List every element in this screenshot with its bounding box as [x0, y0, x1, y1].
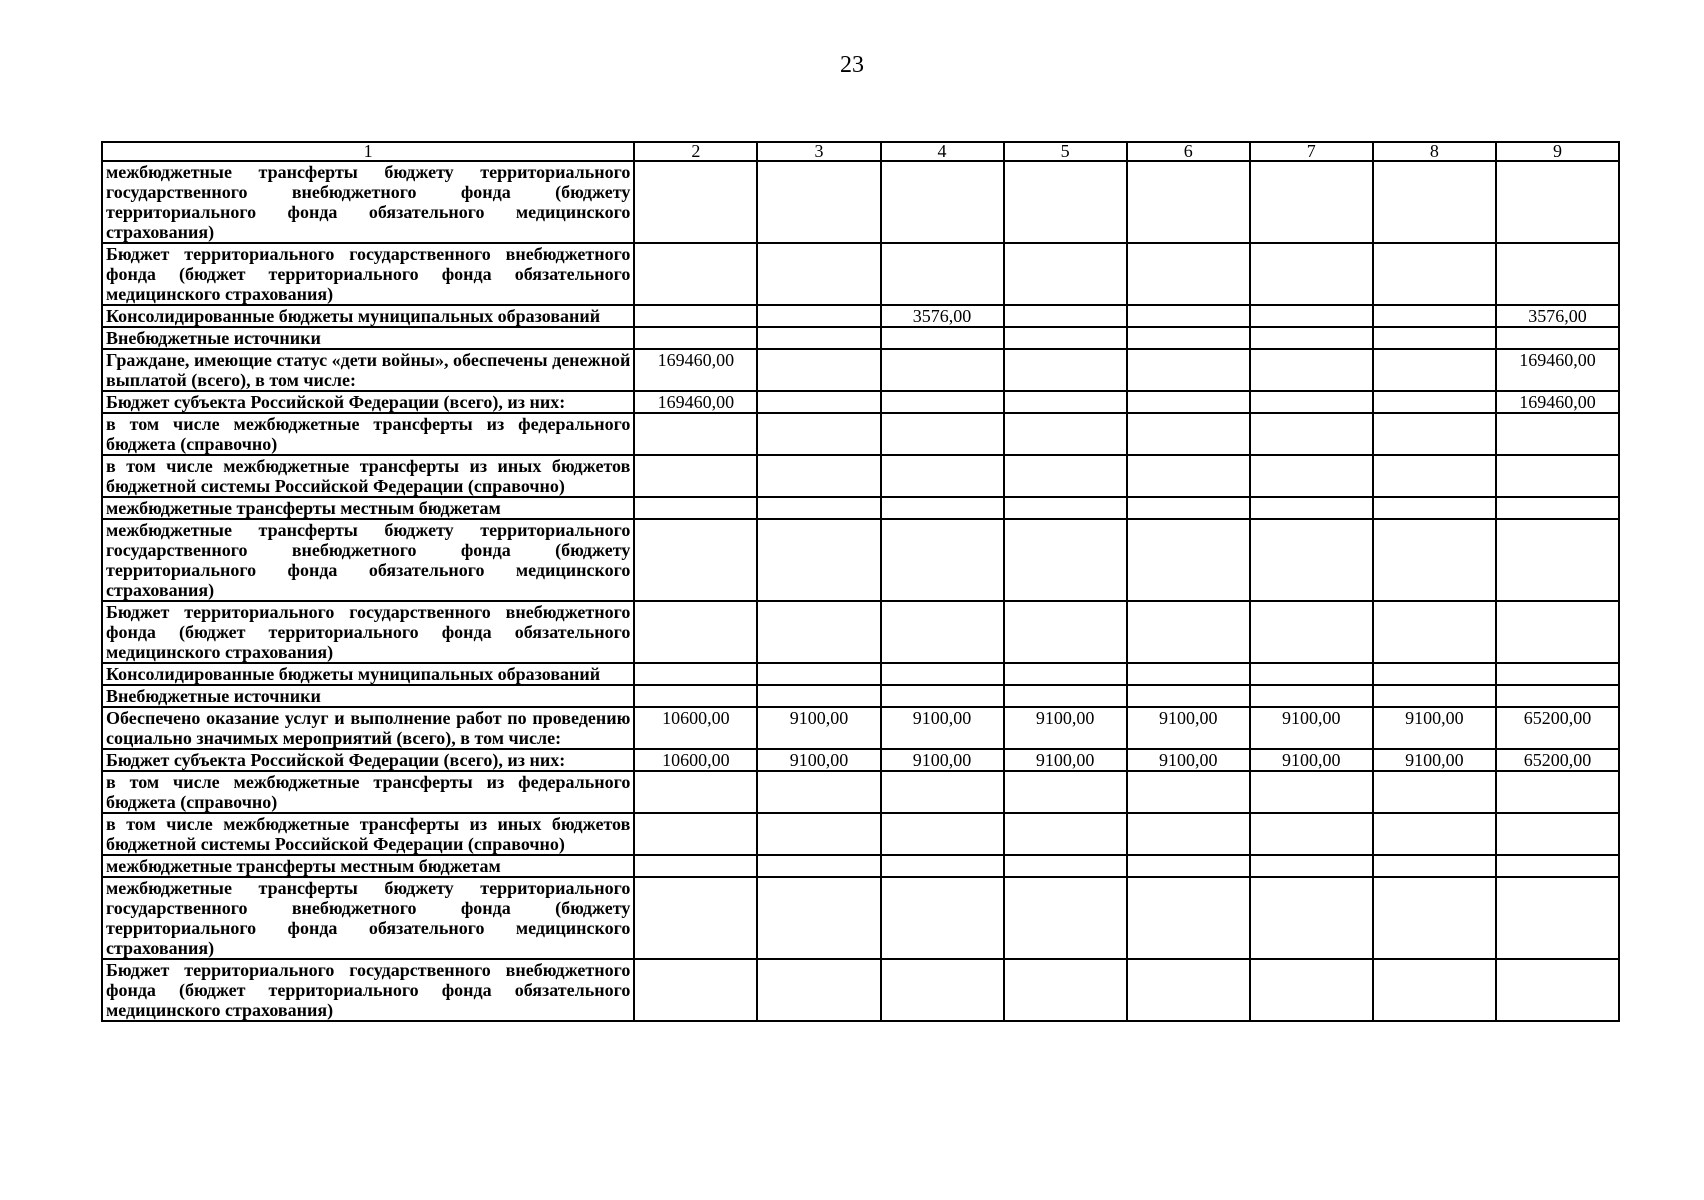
table-row	[102, 663, 1619, 685]
value-cell: 9100,00	[757, 749, 880, 771]
value-cell	[1496, 161, 1619, 243]
row-label: в том числе межбюджетные трансферты из иных бюджетов бюджетной системы Российской Федерации (справочно)	[102, 455, 634, 497]
value-cell: 9100,00	[881, 749, 1004, 771]
value-cell	[1127, 771, 1250, 813]
table-row	[102, 601, 1619, 663]
value-cell	[881, 601, 1004, 663]
value-cell	[757, 519, 880, 601]
value-cell	[634, 161, 757, 243]
value-cell	[634, 813, 757, 855]
value-cell	[1127, 497, 1250, 519]
value-cell	[1496, 497, 1619, 519]
value-cell	[881, 813, 1004, 855]
header-cell: 8	[1373, 142, 1496, 161]
value-cell	[881, 685, 1004, 707]
value-cell	[1127, 391, 1250, 413]
value-cell	[1250, 877, 1373, 959]
table-row	[102, 455, 1619, 497]
value-cell	[757, 243, 880, 305]
table-row	[102, 813, 1619, 855]
budget-table	[101, 141, 1620, 1022]
value-cell	[1373, 601, 1496, 663]
value-cell	[634, 243, 757, 305]
value-cell: 9100,00	[1250, 707, 1373, 749]
value-cell	[1496, 771, 1619, 813]
value-cell	[757, 327, 880, 349]
value-cell	[881, 771, 1004, 813]
value-cell: 10600,00	[634, 749, 757, 771]
value-cell: 169460,00	[1496, 391, 1619, 413]
row-label: Граждане, имеющие статус «дети войны», обеспечены денежной выплатой (всего), в том числе:	[102, 349, 634, 391]
value-cell	[1496, 455, 1619, 497]
value-cell	[1127, 455, 1250, 497]
value-cell	[1373, 855, 1496, 877]
table-row	[102, 707, 1619, 749]
table-row	[102, 497, 1619, 519]
value-cell	[1373, 685, 1496, 707]
value-cell	[634, 413, 757, 455]
value-cell	[757, 813, 880, 855]
value-cell	[1127, 877, 1250, 959]
value-cell	[634, 877, 757, 959]
value-cell	[757, 305, 880, 327]
value-cell	[1373, 305, 1496, 327]
value-cell	[634, 663, 757, 685]
table-row	[102, 749, 1619, 771]
value-cell	[1250, 161, 1373, 243]
value-cell	[881, 497, 1004, 519]
value-cell	[757, 685, 880, 707]
value-cell	[1004, 455, 1127, 497]
header-cell: 4	[881, 142, 1004, 161]
header-cell: 7	[1250, 142, 1373, 161]
value-cell	[1250, 391, 1373, 413]
value-cell	[881, 243, 1004, 305]
value-cell	[1250, 959, 1373, 1021]
value-cell	[1250, 771, 1373, 813]
value-cell	[881, 663, 1004, 685]
value-cell	[1250, 663, 1373, 685]
value-cell	[634, 959, 757, 1021]
value-cell	[1004, 771, 1127, 813]
row-label: Бюджет субъекта Российской Федерации (всего), из них:	[102, 749, 634, 771]
header-cell: 6	[1127, 142, 1250, 161]
value-cell	[757, 601, 880, 663]
value-cell	[881, 413, 1004, 455]
value-cell	[1004, 601, 1127, 663]
value-cell	[1373, 497, 1496, 519]
value-cell	[881, 519, 1004, 601]
value-cell	[1373, 391, 1496, 413]
value-cell	[1127, 601, 1250, 663]
row-label: межбюджетные трансферты бюджету территориального государственного внебюджетного фонда (бюджету территориального фонда обязательного медицинского страхования)	[102, 519, 634, 601]
value-cell	[1373, 327, 1496, 349]
value-cell	[1004, 327, 1127, 349]
value-cell	[634, 305, 757, 327]
value-cell	[1373, 519, 1496, 601]
value-cell	[1004, 391, 1127, 413]
table-row	[102, 519, 1619, 601]
table-row	[102, 877, 1619, 959]
value-cell	[881, 855, 1004, 877]
value-cell	[1496, 877, 1619, 959]
value-cell	[1127, 243, 1250, 305]
row-label: межбюджетные трансферты бюджету территориального государственного внебюджетного фонда (бюджету территориального фонда обязательного медицинского страхования)	[102, 877, 634, 959]
table-row	[102, 161, 1619, 243]
value-cell: 9100,00	[1127, 707, 1250, 749]
value-cell	[634, 855, 757, 877]
value-cell	[1127, 813, 1250, 855]
value-cell	[1250, 519, 1373, 601]
value-cell	[1127, 685, 1250, 707]
value-cell	[1004, 349, 1127, 391]
table-row	[102, 305, 1619, 327]
table-row	[102, 771, 1619, 813]
value-cell: 3576,00	[881, 305, 1004, 327]
value-cell	[1373, 771, 1496, 813]
table-row	[102, 349, 1619, 391]
header-cell: 9	[1496, 142, 1619, 161]
header-cell: 2	[634, 142, 757, 161]
row-label: Внебюджетные источники	[102, 327, 634, 349]
value-cell	[757, 497, 880, 519]
value-cell	[757, 391, 880, 413]
value-cell: 9100,00	[1127, 749, 1250, 771]
value-cell	[1496, 663, 1619, 685]
value-cell	[1250, 497, 1373, 519]
row-label: Обеспечено оказание услуг и выполнение работ по проведению социально значимых мероприятий (всего), в том числе:	[102, 707, 634, 749]
row-label: Бюджет субъекта Российской Федерации (всего), из них:	[102, 391, 634, 413]
value-cell	[757, 855, 880, 877]
value-cell	[881, 959, 1004, 1021]
value-cell	[1373, 455, 1496, 497]
value-cell	[1004, 813, 1127, 855]
value-cell	[634, 601, 757, 663]
value-cell	[634, 497, 757, 519]
value-cell: 3576,00	[1496, 305, 1619, 327]
row-label: Бюджет территориального государственного внебюджетного фонда (бюджет территориального фонда обязательного медицинского страхования)	[102, 243, 634, 305]
value-cell	[1004, 497, 1127, 519]
value-cell	[757, 771, 880, 813]
value-cell	[1004, 959, 1127, 1021]
value-cell	[881, 877, 1004, 959]
table-row	[102, 243, 1619, 305]
value-cell	[757, 663, 880, 685]
row-label: Бюджет территориального государственного внебюджетного фонда (бюджет территориального фонда обязательного медицинского страхования)	[102, 959, 634, 1021]
value-cell	[1373, 813, 1496, 855]
value-cell	[1373, 959, 1496, 1021]
value-cell	[757, 413, 880, 455]
value-cell	[757, 959, 880, 1021]
value-cell	[1250, 813, 1373, 855]
value-cell	[757, 455, 880, 497]
value-cell: 9100,00	[1250, 749, 1373, 771]
header-row	[102, 142, 1619, 161]
value-cell	[634, 771, 757, 813]
value-cell	[1373, 413, 1496, 455]
value-cell	[881, 327, 1004, 349]
value-cell	[1127, 959, 1250, 1021]
value-cell: 9100,00	[1004, 707, 1127, 749]
value-cell: 9100,00	[1004, 749, 1127, 771]
value-cell	[881, 391, 1004, 413]
value-cell	[1127, 519, 1250, 601]
value-cell	[1373, 161, 1496, 243]
value-cell	[1127, 161, 1250, 243]
value-cell: 10600,00	[634, 707, 757, 749]
value-cell	[1373, 243, 1496, 305]
value-cell	[1496, 813, 1619, 855]
value-cell	[1250, 349, 1373, 391]
row-label: Консолидированные бюджеты муниципальных образований	[102, 663, 634, 685]
value-cell	[1496, 327, 1619, 349]
value-cell: 169460,00	[634, 391, 757, 413]
page-number: 23	[840, 52, 864, 78]
value-cell: 9100,00	[1373, 749, 1496, 771]
value-cell	[1373, 663, 1496, 685]
value-cell	[1004, 855, 1127, 877]
value-cell	[1004, 663, 1127, 685]
value-cell	[1250, 243, 1373, 305]
value-cell	[1250, 305, 1373, 327]
value-cell: 169460,00	[634, 349, 757, 391]
value-cell	[1127, 413, 1250, 455]
value-cell	[634, 519, 757, 601]
value-cell	[1004, 685, 1127, 707]
value-cell	[881, 455, 1004, 497]
value-cell	[1250, 601, 1373, 663]
value-cell	[1004, 519, 1127, 601]
value-cell	[634, 327, 757, 349]
value-cell	[1004, 305, 1127, 327]
value-cell	[1496, 685, 1619, 707]
row-label: межбюджетные трансферты бюджету территориального государственного внебюджетного фонда (бюджету территориального фонда обязательного медицинского страхования)	[102, 161, 634, 243]
value-cell	[1250, 855, 1373, 877]
value-cell	[1127, 663, 1250, 685]
row-label: Внебюджетные источники	[102, 685, 634, 707]
row-label: межбюджетные трансферты местным бюджетам	[102, 855, 634, 877]
table-row	[102, 855, 1619, 877]
header-cell: 1	[102, 142, 634, 161]
value-cell	[1496, 959, 1619, 1021]
value-cell	[1004, 877, 1127, 959]
value-cell	[1127, 855, 1250, 877]
value-cell	[1127, 327, 1250, 349]
value-cell	[1250, 455, 1373, 497]
value-cell: 9100,00	[881, 707, 1004, 749]
value-cell	[757, 877, 880, 959]
value-cell: 169460,00	[1496, 349, 1619, 391]
value-cell	[1004, 413, 1127, 455]
value-cell	[1496, 413, 1619, 455]
value-cell	[1496, 601, 1619, 663]
value-cell	[1004, 161, 1127, 243]
row-label: Консолидированные бюджеты муниципальных образований	[102, 305, 634, 327]
value-cell	[881, 161, 1004, 243]
row-label: в том числе межбюджетные трансферты из федерального бюджета (справочно)	[102, 413, 634, 455]
header-cell: 5	[1004, 142, 1127, 161]
value-cell	[1127, 349, 1250, 391]
value-cell	[634, 685, 757, 707]
value-cell	[1250, 685, 1373, 707]
value-cell	[881, 349, 1004, 391]
value-cell	[634, 455, 757, 497]
table-row	[102, 685, 1619, 707]
table-row	[102, 327, 1619, 349]
row-label: межбюджетные трансферты местным бюджетам	[102, 497, 634, 519]
value-cell	[1373, 349, 1496, 391]
table-row	[102, 959, 1619, 1021]
value-cell	[757, 161, 880, 243]
value-cell	[1004, 243, 1127, 305]
value-cell: 65200,00	[1496, 749, 1619, 771]
row-label: в том числе межбюджетные трансферты из федерального бюджета (справочно)	[102, 771, 634, 813]
table-row	[102, 413, 1619, 455]
header-cell: 3	[757, 142, 880, 161]
value-cell	[1373, 877, 1496, 959]
value-cell	[1496, 519, 1619, 601]
value-cell: 9100,00	[1373, 707, 1496, 749]
table-row	[102, 391, 1619, 413]
value-cell	[1250, 327, 1373, 349]
value-cell	[1496, 855, 1619, 877]
value-cell: 65200,00	[1496, 707, 1619, 749]
value-cell	[1496, 243, 1619, 305]
value-cell	[1127, 305, 1250, 327]
row-label: Бюджет территориального государственного внебюджетного фонда (бюджет территориального фонда обязательного медицинского страхования)	[102, 601, 634, 663]
value-cell	[757, 349, 880, 391]
value-cell	[1250, 413, 1373, 455]
row-label: в том числе межбюджетные трансферты из иных бюджетов бюджетной системы Российской Федерации (справочно)	[102, 813, 634, 855]
value-cell: 9100,00	[757, 707, 880, 749]
